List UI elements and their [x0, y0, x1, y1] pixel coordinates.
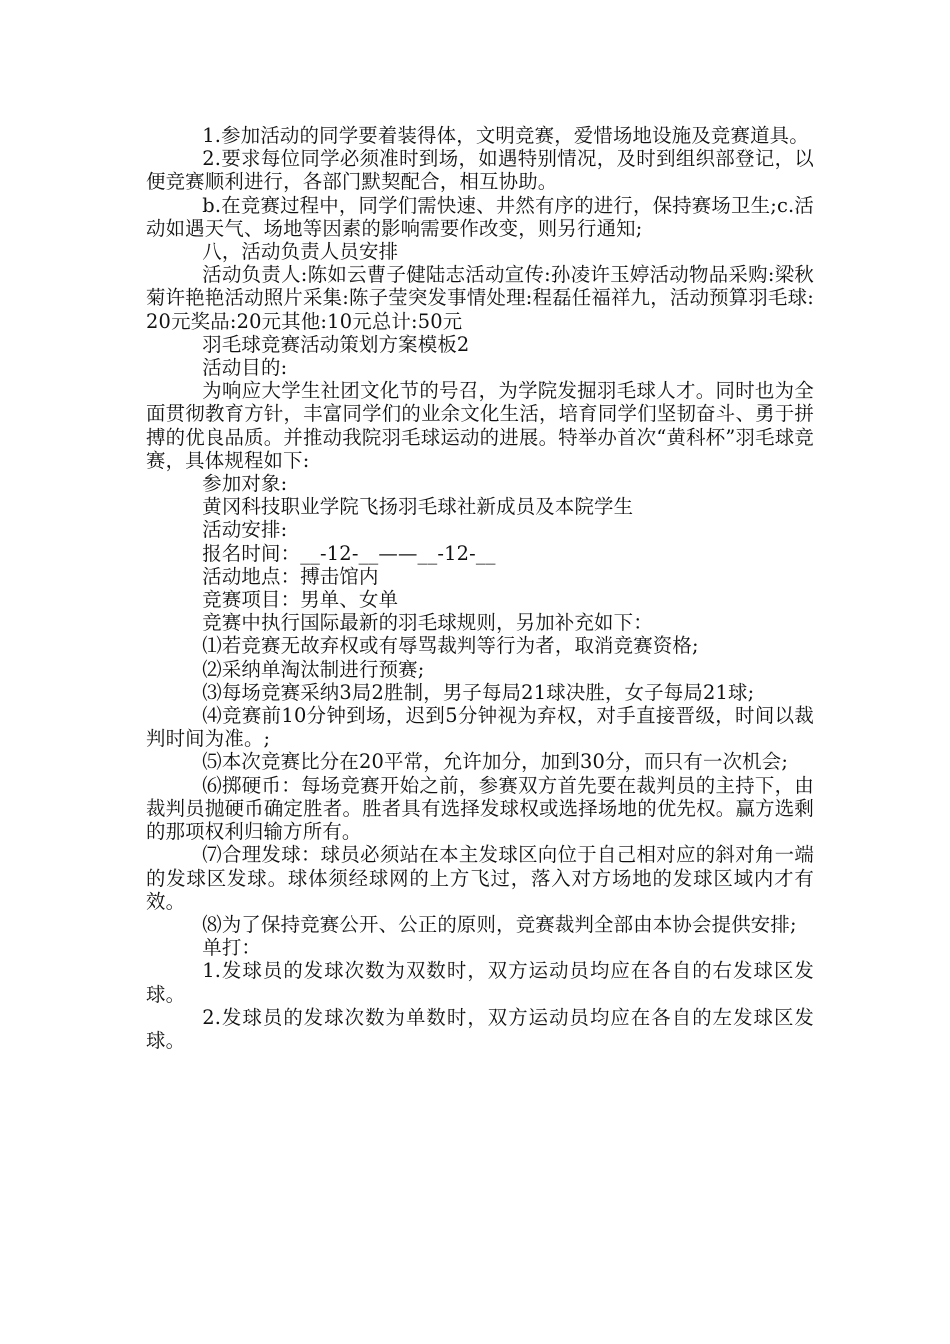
- events: 竞赛项目：男单、女单: [202, 588, 399, 612]
- paragraph-rule-2: 2.要求每位同学必须准时到场，如遇特别情况，及时到组织部登记，以便竞赛顺利进行，各部门默契配合，相互协助。: [146, 147, 814, 194]
- rule-item-8: ⑻为了保持竞赛公开、公正的原则，竞赛裁判全部由本协会提供安排;: [202, 912, 797, 936]
- paragraph-participants: 黄冈科技职业学院飞扬羽毛球社新成员及本院学生: [202, 495, 634, 519]
- section-heading-staff: 八，活动负责人员安排: [202, 240, 399, 264]
- document-body: [146, 124, 814, 1052]
- venue: 活动地点：搏击馆内: [202, 564, 379, 588]
- rule-item-4: ⑷竞赛前10分钟到场，迟到5分钟视为弃权，对手直接晋级，时间以裁判时间为准。;: [146, 704, 814, 751]
- heading-singles: 单打：: [202, 936, 262, 960]
- rule-item-5: ⑸本次竞赛比分在20平常，允许加分，加到30分，而只有一次机会;: [202, 750, 789, 774]
- heading-purpose: 活动目的:: [202, 356, 288, 380]
- registration-time: 报名时间：__-12-__——__-12-__: [202, 541, 496, 565]
- paragraph-purpose: 为响应大学生社团文化节的号召，为学院发掘羽毛球人才。同时也为全面贯彻教育方针，丰富同学们的业余文化生活，培育同学们坚韧奋斗、勇于拼搏的优良品质。并推动我院羽毛球运动的进展。特举办首次“黄科杯”羽毛球竞赛，具体规程如下:: [146, 379, 814, 472]
- rule-item-1: ⑴若竞赛无故弃权或有辱骂裁判等行为者，取消竞赛资格;: [202, 634, 699, 658]
- singles-rule-2: 2.发球员的发球次数为单数时，双方运动员均应在各自的左发球区发球。: [146, 1005, 814, 1052]
- template-title: 羽毛球竞赛活动策划方案模板2: [202, 332, 470, 356]
- singles-rule-1: 1.发球员的发球次数为双数时，双方运动员均应在各自的右发球区发球。: [146, 959, 814, 1006]
- rule-item-3: ⑶每场竞赛采纳3局2胜制，男子每局21球决胜，女子每局21球;: [202, 680, 755, 704]
- heading-participants: 参加对象:: [202, 472, 288, 496]
- rules-intro: 竞赛中执行国际最新的羽毛球规则，另加补充如下：: [202, 611, 653, 635]
- heading-arrangement: 活动安排:: [202, 518, 288, 542]
- paragraph-rule-1: 1.参加活动的同学要着装得体，文明竞赛，爱惜场地设施及竞赛道具。: [202, 124, 809, 147]
- rule-item-2: ⑵采纳单淘汰制进行预赛;: [202, 657, 425, 681]
- paragraph-staff-budget: 活动负责人:陈如云曹子健陆志活动宣传:孙凌许玉婷活动物品采购:梁秋菊许艳艳活动照片采集:陈子莹突发事情处理:程磊任福祥九，活动预算羽毛球:20元奖品:20元其他:10元总计:50元: [146, 263, 814, 333]
- paragraph-rule-b-c: b.在竞赛过程中，同学们需快速、井然有序的进行，保持赛场卫生;c.活动如遇天气、场地等因素的影响需要作改变，则另行通知;: [146, 193, 814, 240]
- rule-item-7: ⑺合理发球：球员必须站在本主发球区向位于自己相对应的斜对角一端的发球区发球。球体须经球网的上方飞过，落入对方场地的发球区域内才有效。: [146, 843, 814, 913]
- rule-item-6: ⑹掷硬币：每场竞赛开始之前，参赛双方首先要在裁判员的主持下，由裁判员抛硬币确定胜者。胜者具有选择发球权或选择场地的优先权。赢方选剩的那项权利归输方所有。: [146, 773, 814, 844]
